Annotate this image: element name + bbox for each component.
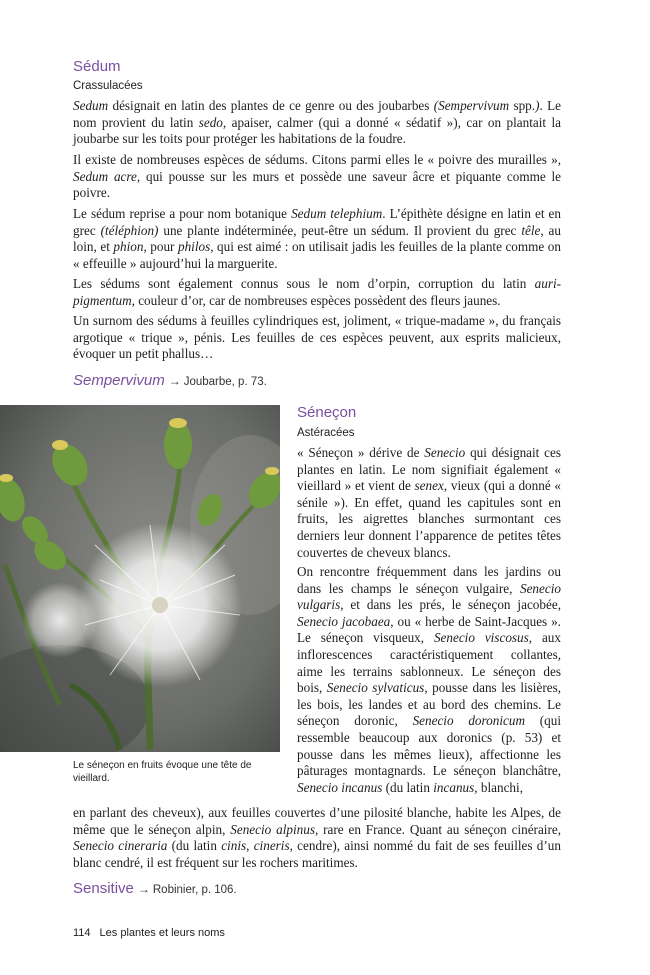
sedum-paragraph-3: Le sédum reprise a pour nom botanique Sedum telephium. L’épithète désigne en latin et en grec (téléphion) une plante indéterminée, peut-être un sédum. Il provient du grec têle, au loin, et phion, pour philos, qui est aimé : on utilisait jadis les feuilles de la plante comme on « effeuille » aujourd’hui la marguerite. [73, 206, 561, 271]
senecon-title: Séneçon [297, 404, 357, 421]
sedum-paragraph-5: Un surnom des sédums à feuilles cylindriques est, joliment, « trique-madame », du français argotique « trique », pénis. Les feuilles de ces espèces peuvent, aux esprits malicieux, évoquer un petit phallus… [73, 313, 561, 362]
dandelion-seedhead-illustration [0, 405, 280, 752]
senecon-paragraph-3: en parlant des cheveux), aux feuilles couvertes d’une pilosité blanche, habite les Alpes, de même que le séneçon alpin, Senecio alpinus, rare en France. Quant au séneçon cinéraire, Senecio cineraria (du latin cinis, cineris, cendre), ainsi nommé du fait de ses feuilles d’un blanc cendré, il est fréquent sur les rochers maritimes. [73, 805, 561, 870]
sedum-paragraph-1: Sedum désignait en latin des plantes de ce genre ou des joubarbes (Sempervivum spp.). Le nom provient du latin sedo, apaiser, calmer (qui a donné « sédatif »), car on plantait la joubarbe sur les toits pour protéger les habitations de la foudre. [73, 98, 561, 147]
senecon-family: Astéracées [297, 427, 355, 439]
xref-sensitive-target[interactable]: Robinier, p. 106. [152, 884, 237, 896]
senecon-photo [0, 405, 280, 752]
running-title: Les plantes et leurs noms [99, 927, 225, 939]
senecon-paragraph-2: On rencontre fréquemment dans les jardins ou dans les champs le séneçon vulgaire, Senecio vulgaris, et dans les prés, le séneçon jacobée, Senecio jacobaea, ou « herbe de Saint-Jacques ». Le séneçon visqueux, Senecio viscosus, aux inflorescences caractéristiquement collantes, aime les terrains sablonneux. Le séneçon des bois, Senecio sylvaticus, pousse dans les lisières, les bois, les landes et au bord des chemins. Le séneçon doronic, Senecio doronicum (qui ressemble beaucoup aux doronics (p. 53) et pousse dans les mêmes lieux), affectionne les pâturages montagnards. Le séneçon blanchâtre, Senecio incanus (du latin incanus, blanchi, [297, 564, 562, 795]
page-number: 114 [73, 927, 91, 939]
xref-sempervivum[interactable] [73, 372, 267, 390]
sedum-paragraph-4: Les sédums sont également connus sous le nom d’orpin, corruption du latin auri-pigmentum, couleur d’or, car de nombreuses espèces possèdent des fleurs jaunes. [73, 276, 561, 308]
sedum-family: Crassulacées [73, 80, 143, 92]
page-footer [73, 927, 225, 939]
xref-sensitive-head: Sensitive [73, 880, 134, 897]
sedum-paragraph-2: Il existe de nombreuses espèces de sédums. Citons parmi elles le « poivre des murailles », Sedum acre, qui pousse sur les murs et possède une saveur âcre et piquante comme le poivre. [73, 152, 561, 201]
sedum-title: Sédum [73, 58, 121, 75]
photo-caption: Le séneçon en fruits évoque une tête de vieillard. [73, 760, 252, 784]
xref-sensitive[interactable] [73, 880, 237, 898]
senecon-paragraph-1: « Séneçon » dérive de Senecio qui désignait ces plantes en latin. Le nom signifiait également « vieillard » et vient de senex, vieux (qui a donné « sénile »). En effet, quand les capitules sont en fruits, les aigrettes blanches surmontant ces derniers leur donnent l’apparence de petites têtes couvertes de cheveux blancs. [297, 445, 561, 560]
arrow-right-icon: → [168, 374, 181, 388]
arrow-right-icon: → [137, 882, 150, 896]
xref-sempervivum-head: Sempervivum [73, 372, 165, 389]
xref-sempervivum-target[interactable]: Joubarbe, p. 73. [183, 376, 267, 388]
